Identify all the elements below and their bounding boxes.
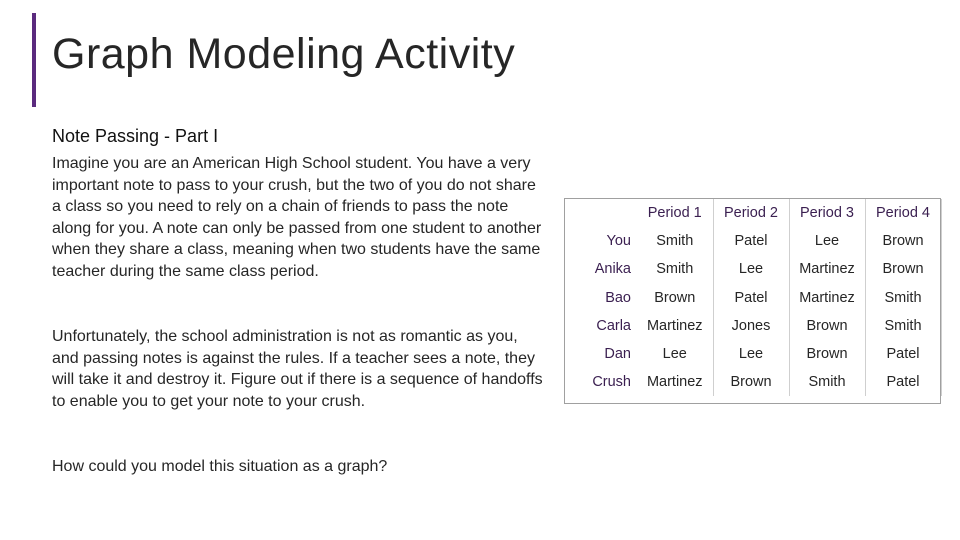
header-period-4: Period 4 [865, 199, 941, 227]
table-row [565, 312, 941, 340]
teacher-cell: Jones [713, 312, 789, 340]
teacher-cell: Brown [789, 312, 865, 340]
table-corner-cell [565, 199, 637, 227]
schedule-table [565, 199, 942, 396]
student-name: Bao [605, 289, 631, 306]
slide-subtitle: Note Passing - Part I [52, 126, 219, 146]
teacher-cell: Martinez [637, 312, 713, 340]
teacher-cell: Patel [713, 227, 789, 255]
table-row [565, 227, 941, 255]
teacher-cell: Lee [637, 340, 713, 368]
title-accent-bar [32, 13, 36, 107]
teacher-cell: Lee [789, 227, 865, 255]
header-period-3: Period 3 [789, 199, 865, 227]
teacher-cell: Lee [713, 255, 789, 283]
teacher-cell: Martinez [789, 255, 865, 283]
table-row [565, 340, 941, 368]
teacher-cell: Brown [713, 368, 789, 396]
rules-paragraph: Unfortunately, the school administration is not as romantic as you, and passing notes is against the rules. If a teacher sees a note, they will take it and destroy it. Figure out if there is a sequence of handoffs to enable you to get your note to your crush. [52, 328, 543, 410]
header-period-1: Period 1 [637, 199, 713, 227]
teacher-cell: Brown [789, 340, 865, 368]
teacher-cell: Martinez [789, 284, 865, 312]
student-name: Dan [604, 346, 631, 363]
table-row [565, 368, 941, 396]
table-header-row [565, 199, 941, 227]
student-name: Crush [592, 374, 631, 391]
teacher-cell: Patel [865, 340, 941, 368]
table-row [565, 284, 941, 312]
intro-paragraph: Imagine you are an American High School student. You have a very important note to pass to your crush, but the two of you do not share a class so you need to rely on a chain of friends to pass the note along for you. A note can only be passed from one student to another when they share a class, meaning when two students have the same teacher during the same class period. [52, 155, 542, 280]
teacher-cell: Patel [713, 284, 789, 312]
teacher-cell: Smith [789, 368, 865, 396]
teacher-cell: Brown [865, 227, 941, 255]
student-name: You [606, 233, 631, 250]
teacher-cell: Brown [865, 255, 941, 283]
teacher-cell: Smith [637, 255, 713, 283]
teacher-cell: Smith [637, 227, 713, 255]
teacher-cell: Smith [865, 312, 941, 340]
teacher-cell: Patel [865, 368, 941, 396]
teacher-cell: Brown [637, 284, 713, 312]
student-name: Carla [596, 317, 631, 334]
teacher-cell: Lee [713, 340, 789, 368]
slide-title: Graph Modeling Activity [52, 30, 516, 78]
teacher-cell: Smith [865, 284, 941, 312]
question-paragraph: How could you model this situation as a graph? [52, 458, 388, 475]
header-period-2: Period 2 [713, 199, 789, 227]
student-name: Anika [594, 261, 631, 278]
teacher-cell: Martinez [637, 368, 713, 396]
table-row [565, 255, 941, 283]
